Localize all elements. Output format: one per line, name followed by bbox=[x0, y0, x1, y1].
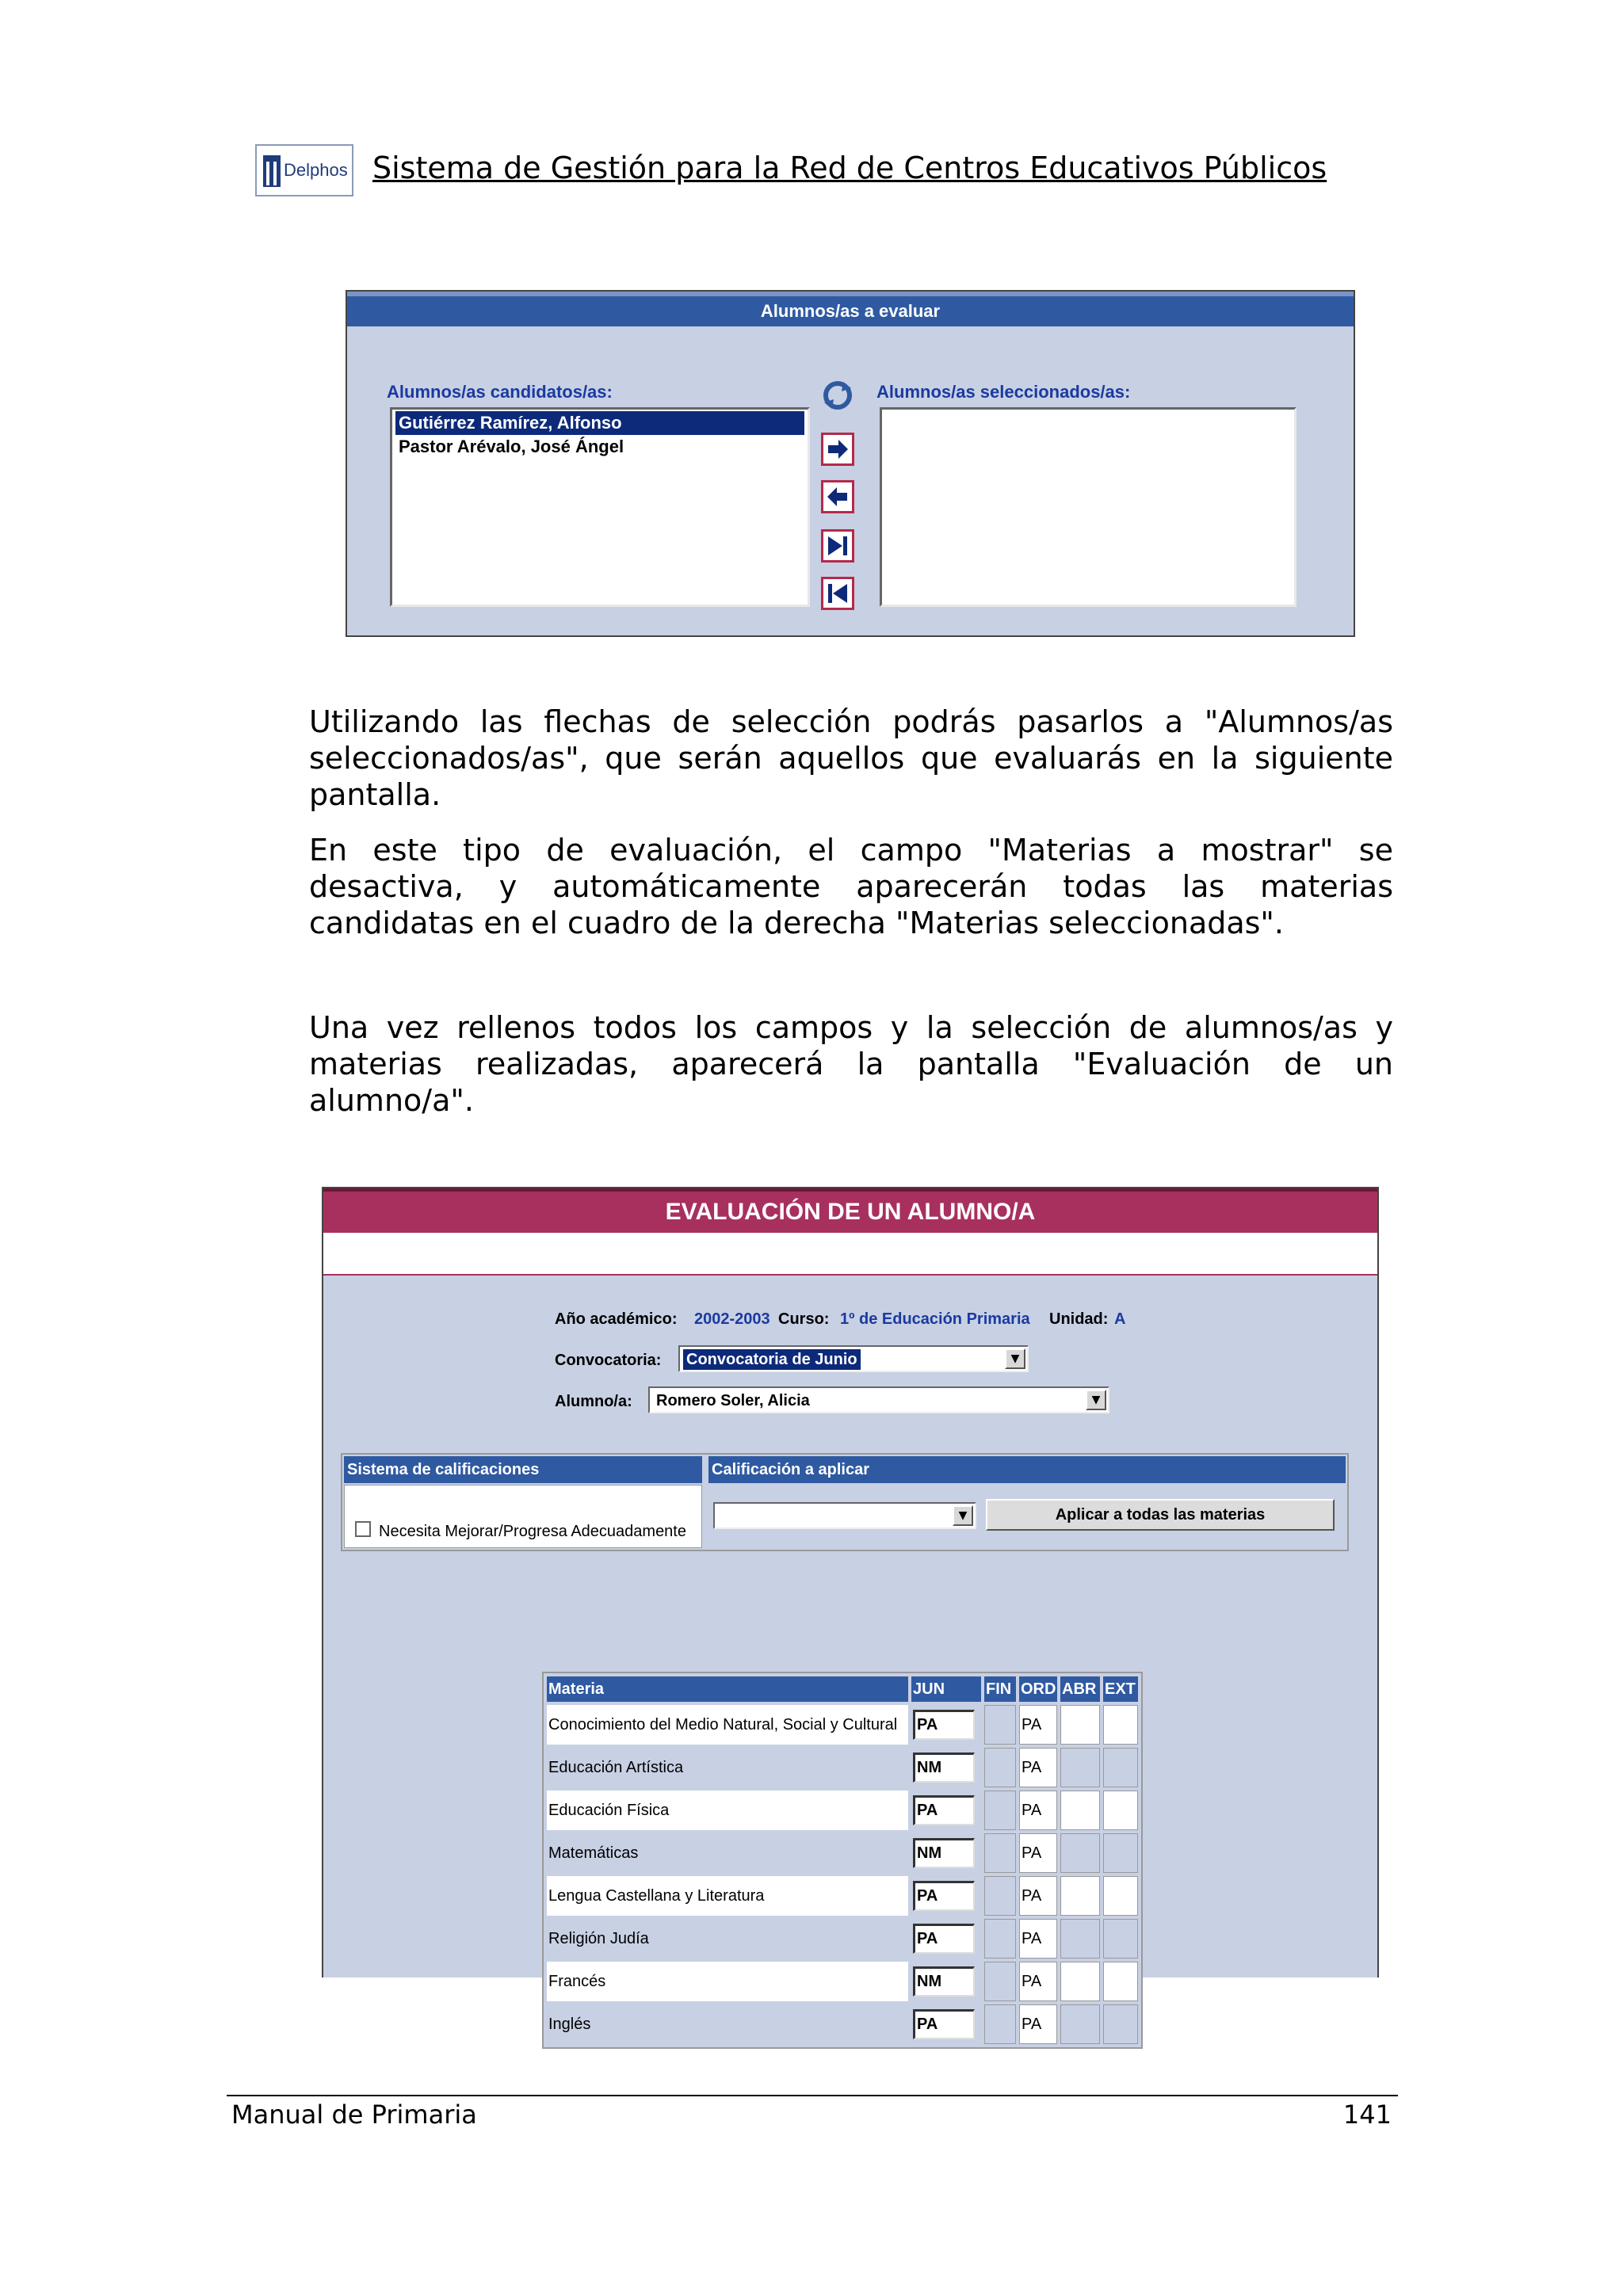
ext-cell bbox=[1103, 1791, 1138, 1830]
fin-cell bbox=[984, 2004, 1016, 2044]
fin-cell bbox=[984, 1876, 1016, 1916]
jun-grade-field[interactable] bbox=[911, 1962, 981, 2001]
fin-cell bbox=[984, 1833, 1016, 1873]
col-jun: JUN bbox=[911, 1676, 981, 1702]
ext-cell bbox=[1103, 1919, 1138, 1958]
abr-cell bbox=[1060, 1833, 1100, 1873]
ord-grade: PA bbox=[1019, 1705, 1057, 1745]
unit-value: A bbox=[1114, 1310, 1126, 1328]
header-title: Sistema de Gestión para la Red de Centros Educativos Públicos bbox=[372, 151, 1327, 185]
candidates-listbox[interactable] bbox=[390, 407, 810, 607]
ord-grade: PA bbox=[1019, 1748, 1057, 1787]
subject-name: Educación Artística bbox=[547, 1748, 908, 1787]
table-row bbox=[547, 1876, 1138, 1916]
year-label: Año académico: bbox=[555, 1310, 678, 1328]
unit-label: Unidad: bbox=[1049, 1310, 1109, 1328]
subject-name: Conocimiento del Medio Natural, Social y Cultural bbox=[547, 1705, 908, 1745]
abr-cell bbox=[1060, 1962, 1100, 2001]
fin-cell bbox=[984, 1748, 1016, 1787]
ext-cell bbox=[1103, 1876, 1138, 1916]
course-value: 1º de Educación Primaria bbox=[840, 1310, 1030, 1328]
fin-cell bbox=[984, 1705, 1016, 1745]
convocatoria-select[interactable] bbox=[678, 1345, 1029, 1372]
fin-cell bbox=[984, 1962, 1016, 2001]
abr-cell bbox=[1060, 1876, 1100, 1916]
ext-cell bbox=[1103, 1705, 1138, 1745]
grading-option-label: Necesita Mejorar/Progresa Adecuadamente bbox=[379, 1523, 686, 1540]
ext-cell bbox=[1103, 1962, 1138, 2001]
table-row bbox=[547, 1791, 1138, 1830]
jun-grade-value[interactable]: PA bbox=[913, 1710, 975, 1740]
abr-cell bbox=[1060, 1919, 1100, 1958]
arrow-right-icon[interactable] bbox=[821, 433, 854, 466]
jun-grade-field[interactable] bbox=[911, 1791, 981, 1830]
apply-grade-selected-value bbox=[718, 1506, 724, 1527]
col-ord: ORD bbox=[1019, 1676, 1057, 1702]
jun-grade-value[interactable]: PA bbox=[913, 1795, 975, 1825]
building-icon bbox=[263, 155, 281, 187]
col-abr: ABR bbox=[1060, 1676, 1100, 1702]
move-all-right-icon[interactable] bbox=[821, 529, 854, 563]
footer-manual-title: Manual de Primaria bbox=[231, 2100, 477, 2130]
jun-grade-field[interactable] bbox=[911, 1833, 981, 1873]
table-row bbox=[547, 1962, 1138, 2001]
subject-name: Inglés bbox=[547, 2004, 908, 2044]
alumno-selected-value: Romero Soler, Alicia bbox=[656, 1392, 810, 1409]
jun-grade-field[interactable] bbox=[911, 1919, 981, 1958]
subject-name: Francés bbox=[547, 1962, 908, 2001]
selected-listbox[interactable] bbox=[880, 407, 1296, 607]
abr-cell bbox=[1060, 2004, 1100, 2044]
table-row bbox=[547, 1705, 1138, 1745]
course-label: Curso: bbox=[778, 1310, 830, 1328]
students-to-evaluate-panel bbox=[346, 290, 1355, 637]
paragraph-evaluation-screen: Una vez rellenos todos los campos y la selección de alumnos/as y materias realizadas, aparecerá la pantalla "Evaluación de un alumno/a". bbox=[309, 1010, 1393, 1118]
page-number: 141 bbox=[1342, 2100, 1392, 2130]
table-row bbox=[547, 1919, 1138, 1958]
jun-grade-field[interactable] bbox=[911, 1876, 981, 1916]
selected-label: Alumnos/as seleccionados/as: bbox=[876, 382, 1131, 402]
alumno-label: Alumno/a: bbox=[555, 1393, 632, 1410]
ord-grade: PA bbox=[1019, 1919, 1057, 1958]
jun-grade-value[interactable]: NM bbox=[913, 1838, 975, 1868]
ext-cell bbox=[1103, 1748, 1138, 1787]
fin-cell bbox=[984, 1791, 1016, 1830]
subject-name: Educación Física bbox=[547, 1791, 908, 1830]
abr-cell bbox=[1060, 1748, 1100, 1787]
grades-table bbox=[542, 1672, 1143, 2049]
subject-name: Lengua Castellana y Literatura bbox=[547, 1876, 908, 1916]
col-fin: FIN bbox=[984, 1676, 1016, 1702]
table-row bbox=[547, 1833, 1138, 1873]
chevron-down-icon[interactable]: ▼ bbox=[1005, 1348, 1025, 1369]
ord-grade: PA bbox=[1019, 1833, 1057, 1873]
jun-grade-value[interactable]: PA bbox=[913, 2009, 975, 2039]
jun-grade-field[interactable] bbox=[911, 2004, 981, 2044]
col-ext: EXT bbox=[1103, 1676, 1138, 1702]
logo-text: Delphos bbox=[284, 160, 348, 180]
table-row bbox=[547, 1748, 1138, 1787]
alumno-select[interactable] bbox=[648, 1386, 1109, 1413]
evaluation-title-bar: EVALUACIÓN DE UN ALUMNO/A bbox=[323, 1188, 1377, 1233]
apply-all-subjects-button[interactable]: Aplicar a todas las materias bbox=[986, 1499, 1335, 1531]
subject-name: Matemáticas bbox=[547, 1833, 908, 1873]
ord-grade: PA bbox=[1019, 1876, 1057, 1916]
jun-grade-field[interactable] bbox=[911, 1705, 981, 1745]
jun-grade-value[interactable]: NM bbox=[913, 1966, 975, 1997]
footer-divider bbox=[227, 2095, 1398, 2096]
ord-grade: PA bbox=[1019, 2004, 1057, 2044]
paragraph-subjects-disabled: En este tipo de evaluación, el campo "Materias a mostrar" se desactiva, y automáticamente aparecerán todas las materias candidatas en el cuadro de la derecha "Materias seleccionadas". bbox=[309, 833, 1393, 940]
candidate-item[interactable]: Gutiérrez Ramírez, Alfonso bbox=[395, 411, 804, 435]
chevron-down-icon[interactable]: ▼ bbox=[953, 1505, 973, 1526]
panel-title-bar: Alumnos/as a evaluar bbox=[347, 292, 1354, 326]
ext-cell bbox=[1103, 2004, 1138, 2044]
delphos-logo bbox=[255, 144, 353, 196]
candidates-label: Alumnos/as candidatos/as: bbox=[387, 382, 613, 402]
col-materia: Materia bbox=[547, 1676, 908, 1702]
ord-grade: PA bbox=[1019, 1962, 1057, 2001]
ord-grade: PA bbox=[1019, 1791, 1057, 1830]
table-row bbox=[547, 2004, 1138, 2044]
subject-name: Religión Judía bbox=[547, 1919, 908, 1958]
jun-grade-field[interactable] bbox=[911, 1748, 981, 1787]
apply-grade-header: Calificación a aplicar bbox=[708, 1456, 1346, 1483]
evaluation-form bbox=[323, 1274, 1377, 2033]
chevron-down-icon[interactable]: ▼ bbox=[1086, 1390, 1106, 1410]
abr-cell bbox=[1060, 1705, 1100, 1745]
apply-grade-select[interactable] bbox=[713, 1502, 976, 1529]
convocatoria-label: Convocatoria: bbox=[555, 1352, 662, 1369]
student-evaluation-panel bbox=[322, 1187, 1379, 2033]
move-all-left-icon[interactable] bbox=[821, 577, 854, 610]
fin-cell bbox=[984, 1919, 1016, 1958]
refresh-icon[interactable] bbox=[821, 379, 854, 412]
jun-grade-value[interactable]: PA bbox=[913, 1924, 975, 1954]
paragraph-selection-arrows: Utilizando las flechas de selección podrás pasarlos a "Alumnos/as seleccionados/as", que serán aquellos que evaluarás en la siguiente pantalla. bbox=[309, 704, 1393, 812]
jun-grade-value[interactable]: NM bbox=[913, 1753, 975, 1783]
year-value: 2002-2003 bbox=[694, 1310, 770, 1328]
grading-system-header: Sistema de calificaciones bbox=[344, 1456, 702, 1483]
abr-cell bbox=[1060, 1791, 1100, 1830]
grading-option-checkbox[interactable] bbox=[355, 1521, 371, 1537]
candidate-item[interactable]: Pastor Arévalo, José Ángel bbox=[399, 437, 624, 456]
jun-grade-value[interactable]: PA bbox=[913, 1881, 975, 1911]
grades-header-row bbox=[547, 1676, 1138, 1702]
ext-cell bbox=[1103, 1833, 1138, 1873]
arrow-left-icon[interactable] bbox=[821, 480, 854, 513]
convocatoria-selected-value: Convocatoria de Junio bbox=[683, 1349, 861, 1370]
